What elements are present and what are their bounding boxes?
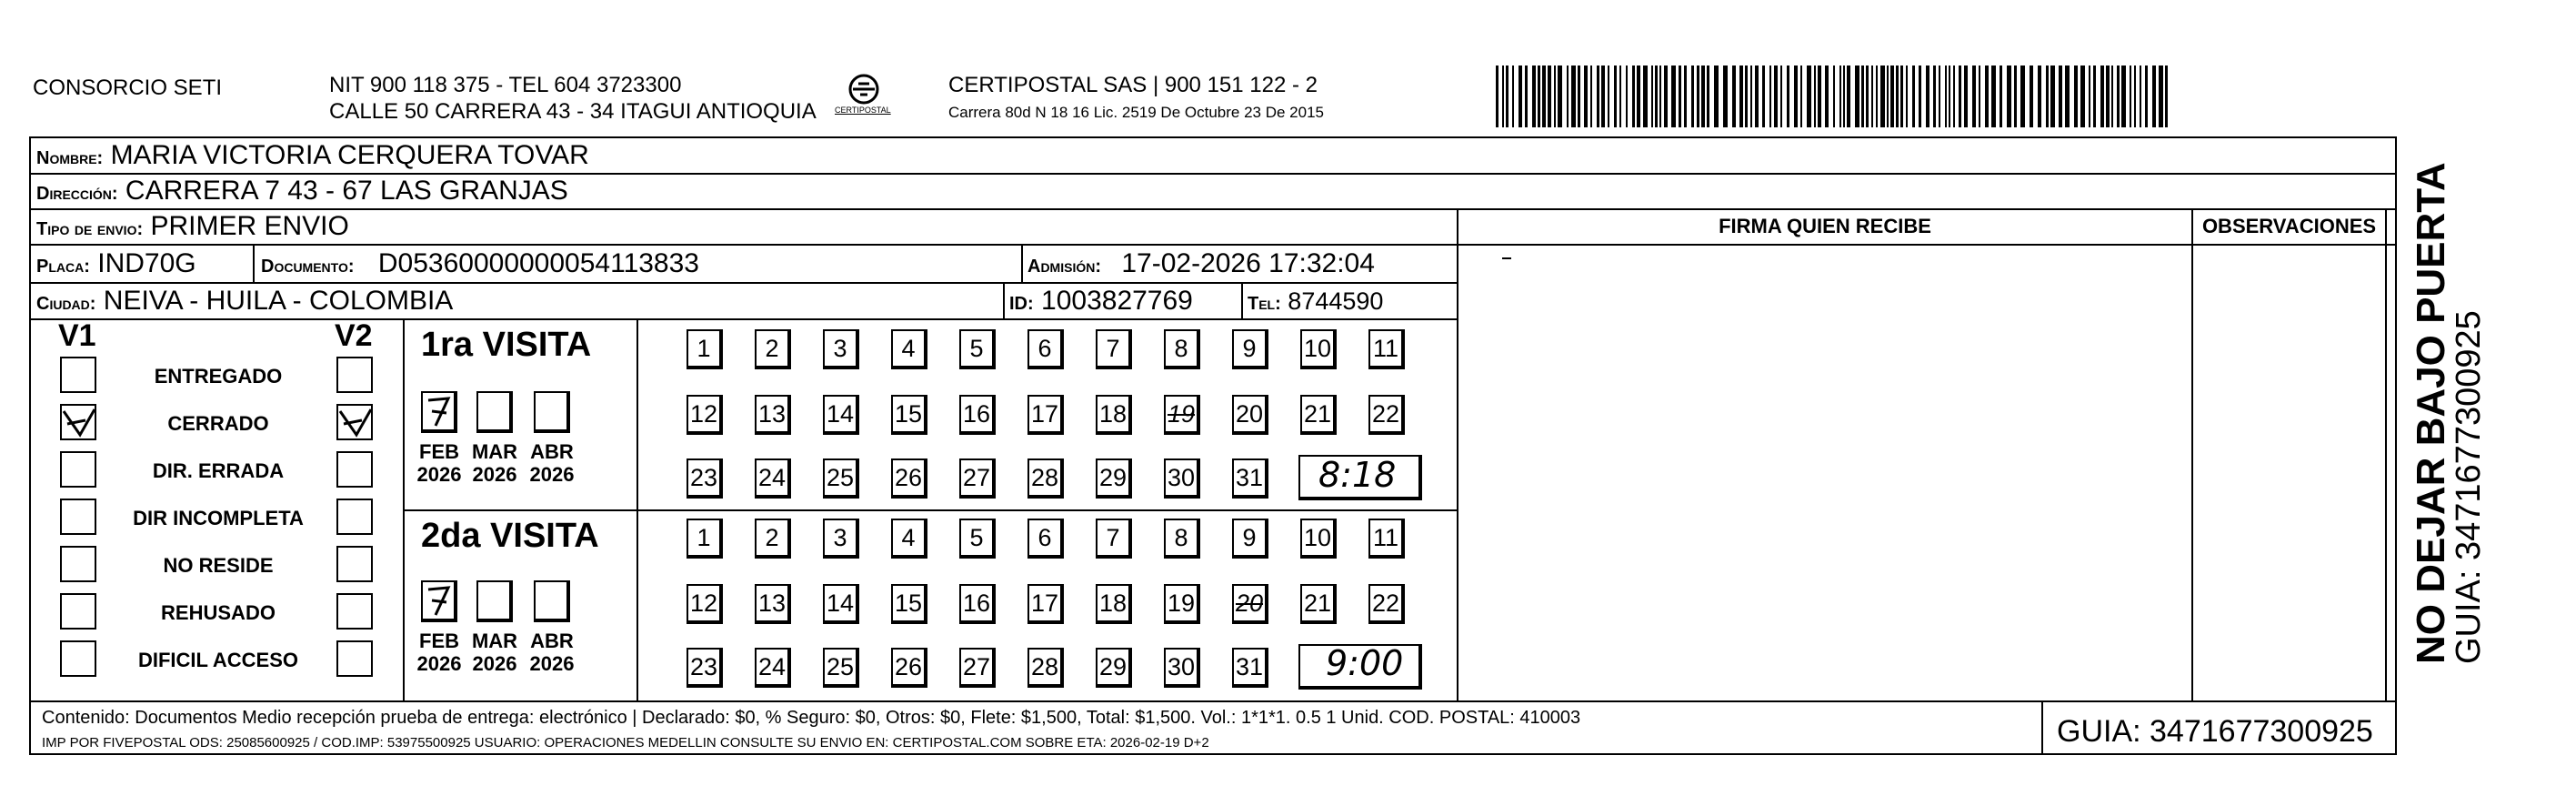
barcode-bar <box>2050 65 2055 127</box>
first-visit-day-box[interactable]: 6 <box>1027 329 1064 369</box>
barcode-bar <box>1614 65 1617 127</box>
ciudad-value: NEIVA - HUILA - COLOMBIA <box>103 286 454 316</box>
barcode-bar <box>2130 65 2131 127</box>
barcode-bar <box>2074 65 2078 127</box>
v2-checkbox[interactable] <box>336 404 373 440</box>
barcode-bar <box>1506 65 1509 127</box>
second-visit-day-box[interactable]: 21 <box>1300 584 1337 624</box>
id-field <box>1009 287 1193 315</box>
month-year: 2026 <box>416 652 462 676</box>
v2-checkbox[interactable] <box>336 451 373 488</box>
barcode-bar <box>2020 65 2025 127</box>
certipostal-line2: Carrera 80d N 18 16 Lic. 2519 De Octubre 23 De 2015 <box>948 104 1324 121</box>
footer-print-line: IMP POR FIVEPOSTAL ODS: 25085600925 / COD.IMP: 53975500925 USUARIO: OPERACIONES MEDELLIN CONSULTE SU ENVIO EN: CERTIPOSTAL.COM SOBRE ETA: 2026-02-19 D+2 <box>42 735 1209 751</box>
side-warning: NO DEJAR BAJO PUERTA <box>2409 162 2453 664</box>
barcode-bar <box>1691 65 1694 127</box>
certipostal-line1: CERTIPOSTAL SAS | 900 151 122 - 2 <box>948 73 1318 97</box>
first-visit-day-box[interactable]: 28 <box>1027 458 1064 499</box>
second-visit-day-box[interactable]: 14 <box>823 584 859 624</box>
barcode-bar <box>2121 65 2126 127</box>
month-label <box>520 630 584 676</box>
second-visit-day-box[interactable]: 2 <box>755 519 791 559</box>
tipo-field <box>36 213 349 240</box>
firma-header: FIRMA QUIEN RECIBE <box>1719 215 1931 237</box>
barcode-bar <box>2117 65 2120 127</box>
second-visit-day-box[interactable]: 11 <box>1368 519 1405 559</box>
status-label: DIR. ERRADA <box>152 459 285 482</box>
col-divider <box>2041 700 2043 755</box>
barcode-bar <box>1876 65 1878 127</box>
barcode-bar <box>1991 65 1996 127</box>
barcode-bar <box>1571 65 1576 127</box>
second-visit-day-box[interactable]: 29 <box>1096 648 1132 688</box>
barcode-bar <box>2014 65 2017 127</box>
col-divider <box>1003 282 1005 318</box>
barcode-bar <box>1697 65 1699 127</box>
certipostal-logo <box>835 71 893 124</box>
first-visit-day-box[interactable]: 12 <box>687 395 723 435</box>
barcode-bar <box>1945 65 1947 127</box>
observaciones-header: OBSERVACIONES <box>2201 215 2377 237</box>
second-visit-day-box[interactable]: 22 <box>1368 584 1405 624</box>
tipo-label: Tipo de envio: <box>36 219 144 239</box>
barcode-bar <box>1762 65 1765 127</box>
admision-value: 17-02-2026 17:32:04 <box>1121 248 1375 278</box>
first-visit-month-box[interactable] <box>421 391 457 433</box>
barcode-bar <box>1900 65 1903 127</box>
barcode-bar <box>1959 65 1961 127</box>
second-visit-day-box[interactable]: 17 <box>1027 584 1064 624</box>
footer-content-line: Contenido: Documentos Medio recepción prueba de entrega: electrónico | Declarado: $0, % Seguro: $0, Otros: $0, Flete: $1,500, Total: $1,500. Vol.: 1*1*1. 0.5 1 Unid. COD. POSTAL: 410003 <box>42 708 1581 728</box>
first-visit-day-box[interactable]: 22 <box>1368 395 1405 435</box>
barcode-bar <box>1538 65 1540 127</box>
barcode-bar <box>1839 65 1841 127</box>
v2-checkbox[interactable] <box>336 546 373 582</box>
month-name: FEB <box>419 630 459 652</box>
barcode-bar <box>1755 65 1759 127</box>
first-visit-day-box[interactable]: 26 <box>891 458 927 499</box>
status-label: ENTREGADO <box>154 365 283 388</box>
barcode-bar <box>2165 65 2168 127</box>
barcode-bar <box>1525 65 1528 127</box>
second-visit-day-box[interactable]: 1 <box>687 519 723 559</box>
col-divider <box>1021 244 1023 282</box>
barcode-bar <box>1567 65 1569 127</box>
first-time: 8:18 <box>1318 455 1397 495</box>
row-divider <box>29 173 2397 175</box>
row-divider <box>29 208 2397 210</box>
tel-value: 8744590 <box>1288 287 1384 315</box>
second-visit-day-box[interactable]: 20 <box>1232 584 1268 624</box>
signature-mark <box>1502 257 1511 259</box>
v1-checkbox[interactable] <box>60 593 96 630</box>
first-visit-day-box[interactable]: 29 <box>1096 458 1132 499</box>
barcode-bar <box>1972 65 1976 127</box>
second-visit-day-box[interactable]: 27 <box>959 648 996 688</box>
barcode-bar <box>1601 65 1605 127</box>
second-visit-day-box[interactable]: 25 <box>823 648 859 688</box>
first-visit-day-box[interactable]: 1 <box>687 329 723 369</box>
barcode-bar <box>1519 65 1522 127</box>
company-name: CONSORCIO SETI <box>33 76 223 100</box>
second-time: 9:00 <box>1326 643 1404 683</box>
first-visit-day-box[interactable]: 17 <box>1027 395 1064 435</box>
v2-checkbox[interactable] <box>336 499 373 535</box>
address-line: CALLE 50 CARRERA 43 - 34 ITAGUI ANTIOQUIA <box>329 99 817 124</box>
first-visit-day-box[interactable]: 21 <box>1300 395 1337 435</box>
first-visit-month-box[interactable] <box>476 391 513 433</box>
v2-checkbox[interactable] <box>336 640 373 677</box>
v1-checkbox[interactable] <box>60 357 96 393</box>
month-label <box>463 630 526 676</box>
barcode-bar <box>1707 65 1709 127</box>
barcode-bar <box>2046 65 2049 127</box>
nombre-field <box>36 142 589 169</box>
barcode-bar <box>1939 65 1940 127</box>
barcode-bar <box>1774 65 1778 127</box>
nit-line: NIT 900 118 375 - TEL 604 3723300 <box>329 73 682 97</box>
placa-field <box>36 250 196 277</box>
barcode-bar <box>2159 65 2163 127</box>
id-label: ID: <box>1009 294 1034 314</box>
direccion-field <box>36 177 568 205</box>
v2-checkbox[interactable] <box>336 593 373 630</box>
barcode-bar <box>1933 65 1936 127</box>
second-visit-day-box[interactable]: 18 <box>1096 584 1132 624</box>
barcode-bar <box>1985 65 1989 127</box>
second-visit-day-box[interactable]: 31 <box>1232 648 1268 688</box>
check-mark-icon <box>58 404 102 444</box>
barcode-bar <box>1548 65 1551 127</box>
barcode-bar <box>1643 65 1648 127</box>
barcode-bar <box>1949 65 1950 127</box>
barcode-bar <box>1745 65 1748 127</box>
second-visit-day-box[interactable]: 30 <box>1164 648 1200 688</box>
barcode-bar <box>1843 65 1845 127</box>
month-label <box>520 440 584 487</box>
barcode-bar <box>1964 65 1968 127</box>
barcode-bar <box>1542 65 1546 127</box>
col-divider <box>1241 282 1243 318</box>
barcode-bar <box>2000 65 2002 127</box>
second-visit-month-box[interactable] <box>476 580 513 622</box>
second-visit-day-box[interactable]: 19 <box>1164 584 1200 624</box>
month-name: ABR <box>530 630 574 652</box>
second-visit-day-box[interactable]: 23 <box>687 648 723 688</box>
first-visit-label: 1ra VISITA <box>421 326 592 364</box>
status-label: NO RESIDE <box>163 554 274 577</box>
barcode-bar <box>2059 65 2062 127</box>
col-divider <box>1457 208 1458 700</box>
visit-divider <box>403 509 1458 511</box>
barcode-bar <box>1590 65 1592 127</box>
first-visit-day-box[interactable]: 14 <box>823 395 859 435</box>
v1-checkbox[interactable] <box>60 404 96 440</box>
second-visit-day-box[interactable]: 9 <box>1232 519 1268 559</box>
col-divider <box>2385 208 2387 700</box>
barcode-bar <box>1578 65 1580 127</box>
row-divider <box>29 318 1458 320</box>
barcode-bar <box>1632 65 1635 127</box>
first-visit-day-box[interactable]: 23 <box>687 458 723 499</box>
documento-value: D05360000000054113833 <box>377 248 699 278</box>
barcode-bar <box>1597 65 1599 127</box>
col-divider <box>2191 208 2193 700</box>
v1-checkbox[interactable] <box>60 451 96 488</box>
barcode-bar <box>1825 65 1829 127</box>
barcode-bar <box>1655 65 1658 127</box>
second-visit-day-box[interactable]: 26 <box>891 648 927 688</box>
second-visit-day-box[interactable]: 13 <box>755 584 791 624</box>
barcode-bar <box>1626 65 1628 127</box>
first-visit-day-box[interactable]: 15 <box>891 395 927 435</box>
month-name: FEB <box>419 440 459 463</box>
col-divider <box>253 244 255 282</box>
barcode <box>1496 65 2173 127</box>
barcode-bar <box>1664 65 1668 127</box>
second-visit-day-box[interactable]: 12 <box>687 584 723 624</box>
barcode-bar <box>2030 65 2033 127</box>
barcode-bar <box>1814 65 1816 127</box>
first-visit-day-box[interactable]: 19 <box>1164 395 1200 435</box>
v1-checkbox[interactable] <box>60 546 96 582</box>
check-mark-icon <box>425 584 454 619</box>
second-visit-month-box[interactable] <box>534 580 570 622</box>
barcode-bar <box>1866 65 1869 127</box>
barcode-bar <box>2111 65 2113 127</box>
month-year: 2026 <box>529 463 575 487</box>
month-year: 2026 <box>529 652 575 676</box>
barcode-bar <box>1608 65 1609 127</box>
barcode-bar <box>1679 65 1681 127</box>
barcode-bar <box>1896 65 1899 127</box>
first-visit-day-box[interactable]: 7 <box>1096 329 1132 369</box>
barcode-bar <box>2093 65 2096 127</box>
barcode-bar <box>1659 65 1661 127</box>
barcode-bar <box>2038 65 2041 127</box>
barcode-bar <box>2007 65 2011 127</box>
footer-guia: GUIA: 3471677300925 <box>2057 714 2373 749</box>
barcode-bar <box>2152 65 2156 127</box>
barcode-bar <box>1723 65 1728 127</box>
first-visit-day-box[interactable]: 11 <box>1368 329 1405 369</box>
month-year: 2026 <box>472 463 517 487</box>
barcode-bar <box>2089 65 2090 127</box>
barcode-bar <box>1847 65 1850 127</box>
barcode-bar <box>1684 65 1687 127</box>
barcode-bar <box>1807 65 1811 127</box>
barcode-bar <box>1739 65 1743 127</box>
barcode-bar <box>2065 65 2070 127</box>
month-name: MAR <box>471 630 518 652</box>
ciudad-label: Ciudad: <box>36 294 96 314</box>
barcode-bar <box>1833 65 1835 127</box>
first-visit-day-box[interactable]: 18 <box>1096 395 1132 435</box>
barcode-bar <box>1800 65 1802 127</box>
barcode-bar <box>1671 65 1676 127</box>
first-visit-day-box[interactable]: 16 <box>959 395 996 435</box>
tipo-value: PRIMER ENVIO <box>150 211 349 241</box>
month-label <box>407 440 471 487</box>
first-visit-day-box[interactable]: 27 <box>959 458 996 499</box>
first-visit-day-box[interactable]: 31 <box>1232 458 1268 499</box>
barcode-bar <box>1502 65 1504 127</box>
barcode-bar <box>2100 65 2104 127</box>
placa-value: IND70G <box>97 248 196 278</box>
v2-label: V2 <box>335 318 373 353</box>
barcode-bar <box>2106 65 2110 127</box>
barcode-bar <box>1871 65 1873 127</box>
first-visit-day-box[interactable]: 8 <box>1164 329 1200 369</box>
barcode-bar <box>1554 65 1556 127</box>
col-divider <box>636 318 638 700</box>
check-mark-icon <box>425 395 454 429</box>
documento-label: Documento: <box>261 257 355 277</box>
barcode-bar <box>1787 65 1789 127</box>
second-visit-day-box[interactable]: 28 <box>1027 648 1064 688</box>
col-divider <box>403 318 405 700</box>
second-visit-day-box[interactable]: 5 <box>959 519 996 559</box>
direccion-value: CARRERA 7 43 - 67 LAS GRANJAS <box>125 176 568 206</box>
barcode-bar <box>1512 65 1514 127</box>
check-mark-icon <box>335 404 378 444</box>
barcode-bar <box>1906 65 1908 127</box>
nombre-label: Nombre: <box>36 148 104 168</box>
month-label <box>407 630 471 676</box>
barcode-bar <box>1750 65 1752 127</box>
barcode-bar <box>1880 65 1885 127</box>
second-visit-day-box[interactable]: 3 <box>823 519 859 559</box>
v1-label: V1 <box>58 318 96 353</box>
barcode-bar <box>1732 65 1736 127</box>
documento-field <box>261 250 699 277</box>
second-visit-label: 2da VISITA <box>421 517 599 555</box>
row-divider <box>29 282 1458 284</box>
first-visit-month-box[interactable] <box>534 391 570 433</box>
barcode-bar <box>1912 65 1915 127</box>
barcode-bar <box>1637 65 1640 127</box>
first-visit-day-box[interactable]: 30 <box>1164 458 1200 499</box>
side-text <box>2411 162 2488 664</box>
barcode-bar <box>1584 65 1588 127</box>
barcode-bar <box>1701 65 1705 127</box>
barcode-bar <box>1855 65 1859 127</box>
admision-field <box>1027 250 1375 277</box>
second-visit-day-box[interactable]: 7 <box>1096 519 1132 559</box>
month-year: 2026 <box>416 463 462 487</box>
barcode-bar <box>1890 65 1894 127</box>
first-visit-day-box[interactable]: 3 <box>823 329 859 369</box>
barcode-bar <box>1769 65 1771 127</box>
first-visit-day-box[interactable]: 2 <box>755 329 791 369</box>
status-label: CERRADO <box>167 412 269 435</box>
v1-checkbox[interactable] <box>60 640 96 677</box>
second-visit-month-box[interactable] <box>421 580 457 622</box>
barcode-bar <box>1558 65 1562 127</box>
direccion-label: Dirección: <box>36 184 118 204</box>
status-label: REHUSADO <box>161 601 276 624</box>
barcode-bar <box>1496 65 1498 127</box>
v1-checkbox[interactable] <box>60 499 96 535</box>
ciudad-field <box>36 287 453 315</box>
second-visit-day-box[interactable]: 6 <box>1027 519 1064 559</box>
first-visit-day-box[interactable]: 9 <box>1232 329 1268 369</box>
barcode-bar <box>1532 65 1536 127</box>
tel-label: Tel: <box>1248 294 1281 314</box>
v2-checkbox[interactable] <box>336 357 373 393</box>
second-visit-day-box[interactable]: 16 <box>959 584 996 624</box>
barcode-bar <box>1651 65 1653 127</box>
barcode-bar <box>2140 65 2141 127</box>
first-visit-day-box[interactable]: 4 <box>891 329 927 369</box>
barcode-bar <box>1919 65 1921 127</box>
barcode-bar <box>1861 65 1864 127</box>
admision-label: Admisión: <box>1027 257 1101 277</box>
barcode-bar <box>1926 65 1929 127</box>
id-value: 1003827769 <box>1041 286 1193 316</box>
tel-field <box>1248 289 1383 314</box>
barcode-bar <box>1953 65 1955 127</box>
barcode-bar <box>1818 65 1821 127</box>
month-name: MAR <box>471 440 518 463</box>
nombre-value: MARIA VICTORIA CERQUERA TOVAR <box>110 140 589 170</box>
second-visit-day-box[interactable]: 4 <box>891 519 927 559</box>
first-visit-day-box[interactable]: 10 <box>1300 329 1337 369</box>
first-visit-day-box[interactable]: 24 <box>755 458 791 499</box>
barcode-bar <box>2134 65 2136 127</box>
month-label <box>463 440 526 487</box>
logo-text: CERTIPOSTAL <box>835 106 891 115</box>
barcode-bar <box>1714 65 1719 127</box>
first-visit-day-box[interactable]: 5 <box>959 329 996 369</box>
barcode-bar <box>2080 65 2085 127</box>
month-year: 2026 <box>472 652 517 676</box>
row-divider <box>29 244 2397 246</box>
second-visit-day-box[interactable]: 8 <box>1164 519 1200 559</box>
second-visit-day-box[interactable]: 10 <box>1300 519 1337 559</box>
first-visit-day-box[interactable]: 25 <box>823 458 859 499</box>
barcode-bar <box>1780 65 1782 127</box>
month-name: ABR <box>530 440 574 463</box>
barcode-bar <box>1979 65 1980 127</box>
side-guia: GUIA: 3471677300925 <box>2450 310 2488 664</box>
second-visit-day-box[interactable]: 24 <box>755 648 791 688</box>
status-label: DIFICIL ACCESO <box>137 649 298 671</box>
barcode-bar <box>1619 65 1621 127</box>
first-visit-day-box[interactable]: 20 <box>1232 395 1268 435</box>
barcode-bar <box>1794 65 1798 127</box>
status-label: DIR INCOMPLETA <box>133 507 304 529</box>
first-visit-day-box[interactable]: 13 <box>755 395 791 435</box>
second-visit-day-box[interactable]: 15 <box>891 584 927 624</box>
barcode-bar <box>2145 65 2148 127</box>
placa-label: Placa: <box>36 257 90 277</box>
barcode-bar <box>1887 65 1889 127</box>
